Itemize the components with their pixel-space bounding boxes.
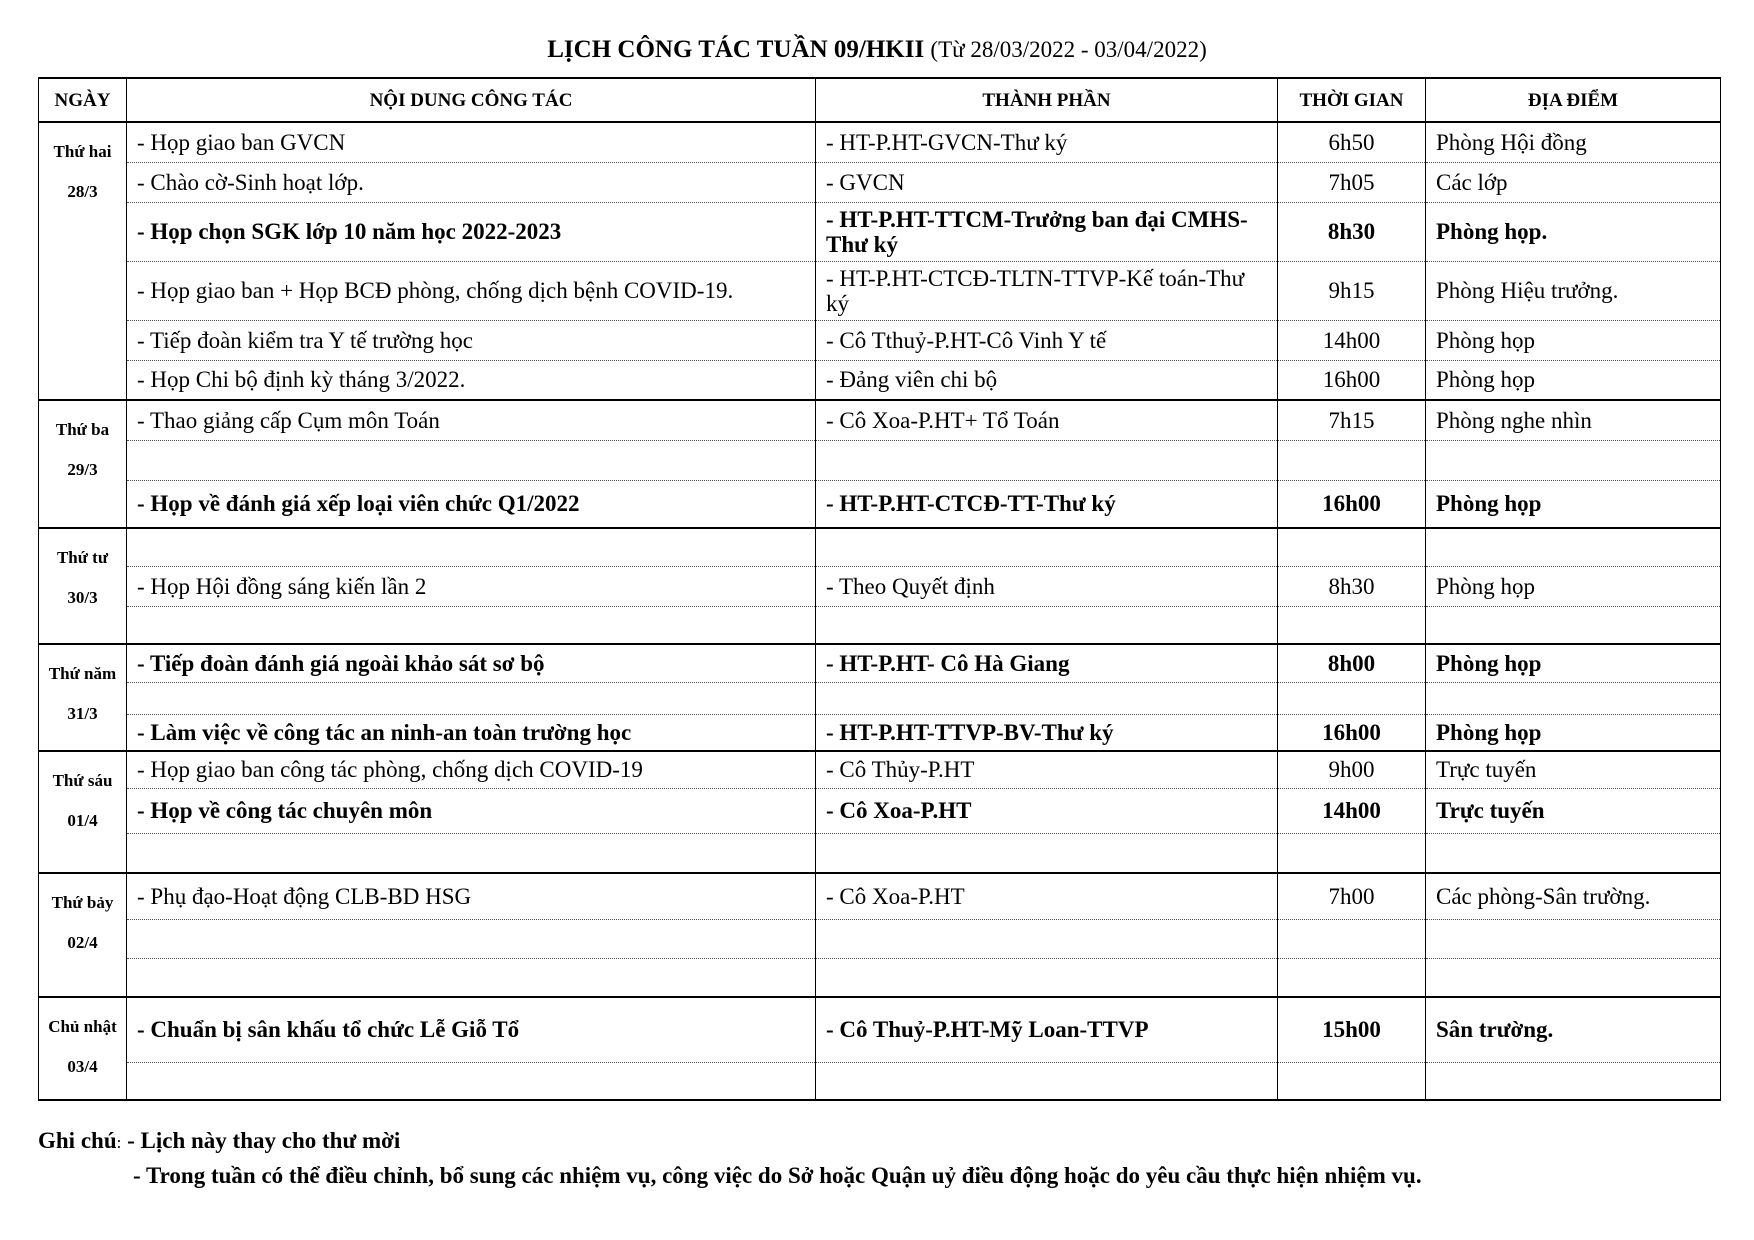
time-cell: 15h00	[1278, 997, 1426, 1062]
content-cell: - Làm việc về công tác an ninh-an toàn trường học	[127, 714, 816, 751]
day-date: 30/3	[67, 588, 98, 607]
table-row	[39, 606, 1721, 644]
note-line-2	[38, 1159, 1720, 1192]
day-name: Thứ năm	[48, 664, 117, 683]
content-cell	[127, 682, 816, 714]
content-cell: - Họp về công tác chuyên môn	[127, 788, 816, 833]
note-text-1: - Lịch này thay cho thư mời	[127, 1128, 401, 1153]
note-line-1	[38, 1124, 1720, 1159]
title-main: LỊCH CÔNG TÁC TUẦN 09/HKII	[547, 36, 925, 63]
place-cell: Các lớp	[1426, 162, 1721, 202]
members-cell: - Cô Xoa-P.HT	[816, 788, 1278, 833]
time-cell: 14h00	[1278, 320, 1426, 360]
time-cell: 14h00	[1278, 788, 1426, 833]
day-name: Chủ nhật	[48, 1017, 117, 1036]
time-cell	[1278, 833, 1426, 873]
members-cell: - HT-P.HT-TTVP-BV-Thư ký	[816, 714, 1278, 751]
place-cell: Trực tuyến	[1426, 788, 1721, 833]
title-date-range: (Từ 28/03/2022 - 03/04/2022)	[930, 37, 1207, 62]
time-cell: 7h00	[1278, 873, 1426, 919]
time-cell: 8h30	[1278, 566, 1426, 606]
table-row	[39, 202, 1721, 261]
members-cell: - HT-P.HT-CTCĐ-TLTN-TTVP-Kế toán-Thư ký	[816, 261, 1278, 320]
table-row	[39, 682, 1721, 714]
table-row	[39, 440, 1721, 480]
time-cell	[1278, 682, 1426, 714]
content-cell: - Chuẩn bị sân khấu tổ chức Lễ Giỗ Tổ	[127, 997, 816, 1062]
place-cell	[1426, 528, 1721, 566]
time-cell: 16h00	[1278, 714, 1426, 751]
place-cell: Phòng họp	[1426, 360, 1721, 400]
table-row	[39, 714, 1721, 751]
place-cell: Phòng họp	[1426, 480, 1721, 528]
members-cell	[816, 606, 1278, 644]
content-cell	[127, 1062, 816, 1100]
day-cell	[39, 400, 127, 528]
day-cell	[39, 122, 127, 400]
members-cell: - HT-P.HT-TTCM-Trưởng ban đại CMHS-Thư ký	[816, 202, 1278, 261]
day-date: 28/3	[67, 182, 98, 201]
time-cell: 7h05	[1278, 162, 1426, 202]
members-cell	[816, 919, 1278, 958]
table-row	[39, 360, 1721, 400]
members-cell: - Cô Xoa-P.HT	[816, 873, 1278, 919]
time-cell: 9h15	[1278, 261, 1426, 320]
place-cell: Phòng họp	[1426, 644, 1721, 682]
members-cell: - Đảng viên chi bộ	[816, 360, 1278, 400]
place-cell: Phòng họp	[1426, 566, 1721, 606]
day-name: Thứ hai	[53, 142, 112, 161]
members-cell: - HT-P.HT-GVCN-Thư ký	[816, 122, 1278, 162]
header-row	[39, 78, 1721, 122]
time-cell: 16h00	[1278, 360, 1426, 400]
schedule-body	[39, 122, 1721, 1100]
place-cell: Phòng họp	[1426, 320, 1721, 360]
day-date: 31/3	[67, 704, 98, 723]
time-cell: 9h00	[1278, 751, 1426, 788]
day-cell	[39, 751, 127, 873]
content-cell: - Họp giao ban công tác phòng, chống dịch COVID-19	[127, 751, 816, 788]
time-cell	[1278, 1062, 1426, 1100]
header-day: NGÀY	[39, 78, 127, 122]
time-cell: 6h50	[1278, 122, 1426, 162]
place-cell	[1426, 606, 1721, 644]
time-cell: 16h00	[1278, 480, 1426, 528]
content-cell	[127, 833, 816, 873]
place-cell	[1426, 440, 1721, 480]
content-cell: - Họp chọn SGK lớp 10 năm học 2022-2023	[127, 202, 816, 261]
day-name: Thứ sáu	[52, 771, 113, 790]
table-row	[39, 644, 1721, 682]
members-cell: - Cô Tthuỷ-P.HT-Cô Vinh Y tế	[816, 320, 1278, 360]
table-row	[39, 122, 1721, 162]
content-cell	[127, 958, 816, 997]
header-members: THÀNH PHẦN	[816, 78, 1278, 122]
day-cell	[39, 873, 127, 997]
members-cell	[816, 440, 1278, 480]
content-cell: - Tiếp đoàn kiểm tra Y tế trường học	[127, 320, 816, 360]
place-cell: Phòng Hiệu trưởng.	[1426, 261, 1721, 320]
day-cell	[39, 997, 127, 1100]
content-cell: - Tiếp đoàn đánh giá ngoài khảo sát sơ bộ	[127, 644, 816, 682]
members-cell: - Cô Thuỷ-P.HT-Mỹ Loan-TTVP	[816, 997, 1278, 1062]
place-cell	[1426, 833, 1721, 873]
place-cell: Phòng họp.	[1426, 202, 1721, 261]
content-cell	[127, 606, 816, 644]
day-date: 01/4	[67, 811, 98, 830]
time-cell	[1278, 958, 1426, 997]
members-cell: - Cô Xoa-P.HT+ Tổ Toán	[816, 400, 1278, 440]
place-cell: Các phòng-Sân trường.	[1426, 873, 1721, 919]
table-row	[39, 788, 1721, 833]
place-cell	[1426, 919, 1721, 958]
table-row	[39, 162, 1721, 202]
day-name: Thứ tư	[56, 548, 109, 567]
place-cell: Trực tuyến	[1426, 751, 1721, 788]
members-cell: - HT-P.HT-CTCĐ-TT-Thư ký	[816, 480, 1278, 528]
time-cell	[1278, 919, 1426, 958]
content-cell	[127, 528, 816, 566]
time-cell	[1278, 528, 1426, 566]
content-cell: - Chào cờ-Sinh hoạt lớp.	[127, 162, 816, 202]
place-cell: Sân trường.	[1426, 997, 1721, 1062]
table-row	[39, 873, 1721, 919]
content-cell: - Họp giao ban + Họp BCĐ phòng, chống dịch bệnh COVID-19.	[127, 261, 816, 320]
content-cell: - Họp Hội đồng sáng kiến lần 2	[127, 566, 816, 606]
day-name: Thứ ba	[55, 420, 110, 439]
place-cell: Phòng họp	[1426, 714, 1721, 751]
members-cell	[816, 833, 1278, 873]
table-row	[39, 320, 1721, 360]
header-time: THỜI GIAN	[1278, 78, 1426, 122]
content-cell	[127, 440, 816, 480]
members-cell	[816, 682, 1278, 714]
members-cell	[816, 528, 1278, 566]
table-row	[39, 958, 1721, 997]
table-row	[39, 751, 1721, 788]
members-cell	[816, 958, 1278, 997]
table-row	[39, 1062, 1721, 1100]
table-row	[39, 833, 1721, 873]
time-cell: 8h30	[1278, 202, 1426, 261]
content-cell	[127, 919, 816, 958]
content-cell: - Họp Chi bộ định kỳ tháng 3/2022.	[127, 360, 816, 400]
time-cell: 7h15	[1278, 400, 1426, 440]
table-row	[39, 528, 1721, 566]
day-date: 03/4	[67, 1057, 98, 1076]
day-date: 02/4	[67, 933, 98, 952]
place-cell	[1426, 1062, 1721, 1100]
day-cell	[39, 644, 127, 751]
time-cell	[1278, 606, 1426, 644]
table-row	[39, 400, 1721, 440]
content-cell: - Họp về đánh giá xếp loại viên chức Q1/2022	[127, 480, 816, 528]
header-content: NỘI DUNG CÔNG TÁC	[127, 78, 816, 122]
note-text-2: - Trong tuần có thể điều chỉnh, bổ sung các nhiệm vụ, công việc do Sở hoặc Quận uỷ điều động hoặc do yêu cầu thực hiện nhiệm vụ.	[133, 1163, 1422, 1188]
members-cell: - HT-P.HT- Cô Hà Giang	[816, 644, 1278, 682]
table-row	[39, 919, 1721, 958]
content-cell: - Họp giao ban GVCN	[127, 122, 816, 162]
place-cell: Phòng nghe nhìn	[1426, 400, 1721, 440]
notes	[38, 1124, 1720, 1192]
content-cell: - Phụ đạo-Hoạt động CLB-BD HSG	[127, 873, 816, 919]
place-cell	[1426, 682, 1721, 714]
place-cell: Phòng Hội đồng	[1426, 122, 1721, 162]
header-place: ĐỊA ĐIỂM	[1426, 78, 1721, 122]
content-cell: - Thao giảng cấp Cụm môn Toán	[127, 400, 816, 440]
members-cell: - Cô Thủy-P.HT	[816, 751, 1278, 788]
day-name: Thứ bảy	[51, 893, 114, 912]
table-row	[39, 566, 1721, 606]
schedule-table	[38, 77, 1721, 1101]
table-row	[39, 997, 1721, 1062]
day-date: 29/3	[67, 460, 98, 479]
members-cell	[816, 1062, 1278, 1100]
members-cell: - Theo Quyết định	[816, 566, 1278, 606]
members-cell: - GVCN	[816, 162, 1278, 202]
time-cell	[1278, 440, 1426, 480]
time-cell: 8h00	[1278, 644, 1426, 682]
page-title	[0, 30, 1754, 70]
note-label: Ghi chú	[38, 1128, 117, 1153]
table-row	[39, 480, 1721, 528]
day-cell	[39, 528, 127, 644]
table-row	[39, 261, 1721, 320]
note-colon: :	[116, 1133, 122, 1152]
place-cell	[1426, 958, 1721, 997]
